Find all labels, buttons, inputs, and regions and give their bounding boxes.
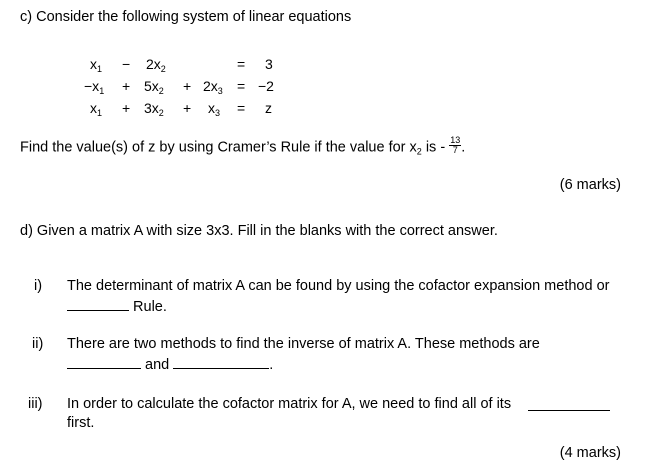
part-d-marks: (4 marks) [559, 445, 621, 461]
part-c-marks: (6 marks) [559, 177, 621, 193]
answer-blank[interactable] [67, 298, 129, 311]
item-i-line1: The determinant of matrix A can be found by using the cofactor expansion method or [67, 278, 610, 294]
eq3-term-c: $x_3$ [208, 100, 221, 118]
eq3-term-a: $x_1$ [90, 100, 103, 118]
item-i-line2: Rule. [67, 298, 167, 315]
answer-blank[interactable] [528, 398, 610, 411]
eq2-term-a: $-x_1$ [84, 78, 105, 96]
item-iii-line2: first. [67, 415, 95, 431]
eq3-op2: + [183, 100, 192, 116]
part-d-heading: d) Given a matrix A with size 3x3. Fill in the blanks with the correct answer. [20, 223, 498, 239]
item-label: i) [34, 278, 43, 294]
eq1-op1: − [122, 56, 131, 72]
fraction-numerator: 13 [450, 135, 461, 145]
eq1-rhs: 3 [265, 56, 273, 72]
part-c-heading: c) Consider the following system of linear equations [20, 9, 352, 25]
eq2-op2: + [183, 78, 192, 94]
eq3-term-b: $3x_2$ [144, 100, 164, 118]
eq3-op1: + [122, 100, 131, 116]
eq2-term-c: $2x_3$ [203, 78, 223, 96]
fraction-denominator: 7 [452, 145, 458, 155]
answer-blank[interactable] [67, 356, 141, 369]
answer-blank[interactable] [173, 356, 269, 369]
eq2-rhs: −2 [258, 78, 274, 94]
item-iii-line1: In order to calculate the cofactor matrix for A, we need to find all of its [67, 396, 512, 412]
eq1-equals: = [237, 56, 246, 72]
eq3-rhs: z [265, 100, 272, 116]
eq3-equals: = [237, 100, 246, 116]
fraction [449, 136, 461, 155]
item-ii-line1: There are two methods to find the inverse of matrix A. These methods are [67, 336, 540, 352]
eq2-equals: = [237, 78, 246, 94]
eq1-term-a: $x_1$ [90, 56, 103, 74]
item-label: iii) [28, 396, 43, 412]
item-label: ii) [32, 336, 44, 352]
item-ii-line2: and . [67, 356, 273, 373]
eq2-term-b: $5x_2$ [144, 78, 164, 96]
part-c-question: Find the value(s) of z by using Cramer’s Rule if the value for $x_2$ is - $\frac{13}{7}$ . [20, 135, 466, 157]
eq2-op1: + [122, 78, 131, 94]
eq1-term-b: $2x_2$ [146, 56, 166, 74]
